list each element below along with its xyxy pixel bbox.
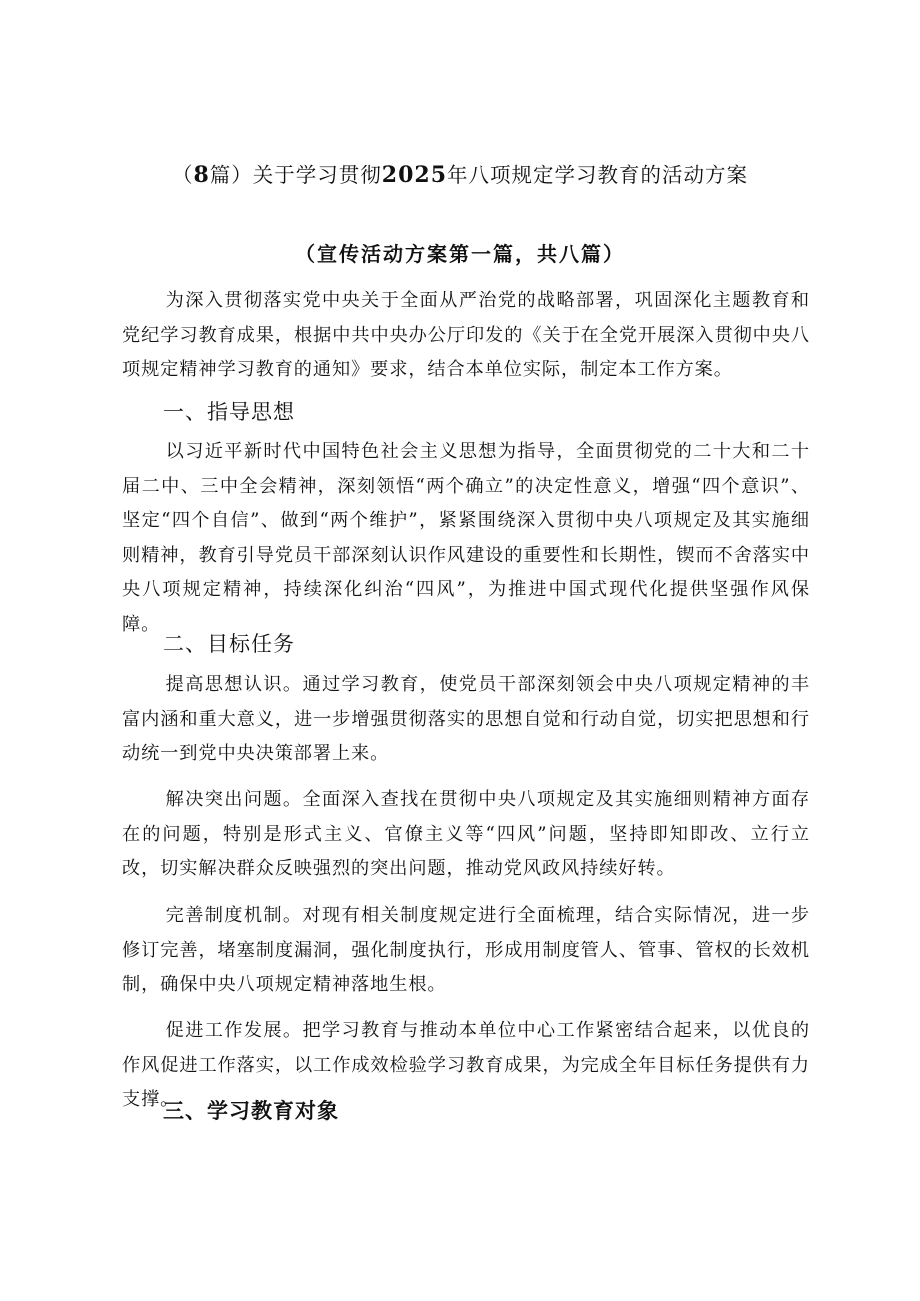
section-heading-3: 三、学习教育对象 [163,1099,339,1123]
section-2-paragraph-3: 完善制度机制。对现有相关制度规定进行全面梳理，结合实际情况，进一步修订完善，堵塞制度漏洞，强化制度执行，形成用制度管人、管事、管权的长效机制，确保中央八项规定精神落地生根。 [122,905,810,996]
section-heading-2: 二、目标任务 [163,632,295,656]
title-middle: 篇）关于学习贯彻 [209,163,382,187]
section-2-paragraph-2: 解决突出问题。全面深入查找在贯彻中央八项规定及其实施细则精神方面存在的问题，特别是形式主义、官僚主义等“四风”问题，坚持即知即改、立行立改，切实解决群众反映强烈的突出问题，推动党风政风持续好转。 [122,789,810,880]
title-paren: （ [171,163,194,187]
title-end: 年八项规定学习教育的活动方案 [447,163,749,187]
intro-paragraph: 为深入贯彻落实党中央关于全面从严治党的战略部署，巩固深化主题教育和党纪学习教育成果，根据中共中央办公厅印发的《关于在全党开展深入贯彻中央八项规定精神学习教育的通知》要求，结合本单位实际，制定本工作方案。 [122,290,810,381]
section-2-paragraph-4: 促进工作发展。把学习教育与推动本单位中心工作紧密结合起来，以优良的作风促进工作落实，以工作成效检验学习教育成果，为完成全年目标任务提供有力支撑。 [122,1020,810,1111]
section-1-paragraph-1: 以习近平新时代中国特色社会主义思想为指导，全面贯彻党的二十大和二十届二中、三中全会精神，深刻领悟“两个确立”的决定性意义，增强“四个意识”、坚定“四个自信”、做到“两个维护”，紧紧围绕深入贯彻中央八项规定及其实施细则精神，教育引导党员干部深刻认识作风建设的重要性和长期性，锲而不舍落实中央八项规定精神，持续深化纠治“四风”，为推进中国式现代化提供坚强作风保障。 [122,441,810,635]
title-year: 2025 [381,162,448,188]
section-heading-1: 一、指导思想 [163,400,295,424]
document-subtitle: （宣传活动方案第一篇，共八篇） [295,242,625,266]
title-count: 8 [193,162,210,188]
document-title [0,160,920,190]
section-2-paragraph-1: 提高思想认识。通过学习教育，使党员干部深刻领会中央八项规定精神的丰富内涵和重大意义，进一步增强贯彻落实的思想自觉和行动自觉，切实把思想和行动统一到党中央决策部署上来。 [122,674,810,765]
